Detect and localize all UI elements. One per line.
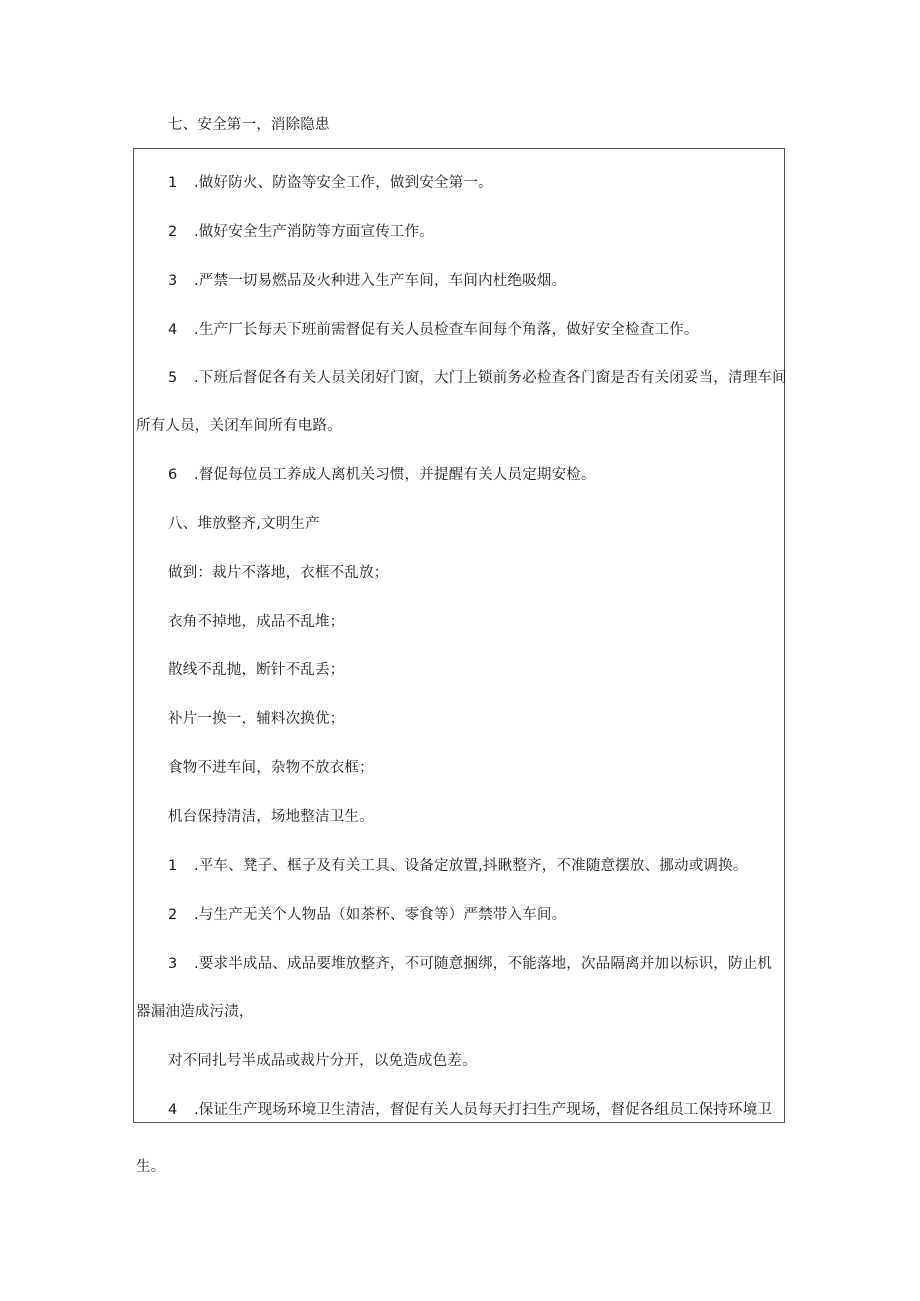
section-7-item-4 [168, 320, 699, 340]
section-8-item-3-continued: 器漏油造成污渍， [136, 1004, 254, 1020]
section-7-item-5 [168, 368, 787, 388]
item-number: 5 [168, 370, 178, 386]
item-number: 2 [168, 907, 178, 923]
section-7-item-2 [168, 222, 434, 242]
section-8-item-2 [168, 905, 566, 925]
section-8-item-4 [168, 1100, 772, 1120]
item-number: 1 [168, 175, 178, 191]
content-frame [133, 148, 785, 1123]
item-text: .要求半成品、成品要堆放整齐，不可随意捆绑，不能落地，次品隔离并加以标识，防止机 [194, 956, 773, 972]
item-text: .与生产无关个人物品（如茶杯、零食等）严禁带入车间。 [194, 907, 567, 923]
item-text: .生产厂长每天下班前需督促有关人员检查车间每个角落，做好安全检查工作。 [194, 322, 699, 338]
section-7-heading: 七、安全第一，消除隐患 [168, 117, 330, 133]
section-8-line-2: 衣角不掉地，成品不乱堆； [168, 614, 345, 630]
section-8-item-1 [168, 856, 748, 876]
item-text: .保证生产现场环境卫生清洁，督促有关人员每天打扫生产现场，督促各组员工保持环境卫 [194, 1102, 773, 1118]
item-number: 3 [168, 956, 178, 972]
section-7-item-3 [168, 271, 566, 291]
item-text: .做好防火、防盗等安全工作，做到安全第一。 [194, 175, 493, 191]
item-text: .严禁一切易燃品及火种进入生产车间，车间内杜绝吸烟。 [194, 273, 567, 289]
item-number: 3 [168, 273, 178, 289]
section-8-line-5: 食物不进车间，杂物不放衣框； [168, 760, 374, 776]
item-text: .下班后督促各有关人员关闭好门窗，大门上锁前务必检查各门窗是否有关闭妥当，清理车间 [194, 370, 787, 386]
item-number: 6 [168, 467, 178, 483]
section-7-item-6 [168, 465, 596, 485]
item-number: 4 [168, 1102, 178, 1118]
section-8-line-1: 做到：裁片不落地，衣框不乱放； [168, 565, 389, 581]
section-8-line-3: 散线不乱抛，断针不乱丢； [168, 662, 345, 678]
section-7-item-1 [168, 173, 493, 193]
item-number: 1 [168, 858, 178, 874]
section-7-item-5-continued: 所有人员，关闭车间所有电路。 [136, 418, 342, 434]
item-text: .做好安全生产消防等方面宣传工作。 [194, 224, 435, 240]
section-8-item-3-continued-2: 对不同扎号半成品或裁片分开，以免造成色差。 [168, 1053, 477, 1069]
section-8-item-3 [168, 954, 772, 974]
item-text: .平车、凳子、框子及有关工具、设备定放置,抖瞅整齐，不准随意摆放、挪动或调换。 [194, 858, 748, 874]
section-8-line-4: 补片一换一，辅料次换优； [168, 711, 345, 727]
section-8-line-6: 机台保持清洁，场地整洁卫生。 [168, 809, 374, 825]
item-number: 2 [168, 224, 178, 240]
section-8-heading: 八、堆放整齐,文明生产 [168, 516, 320, 532]
item-number: 4 [168, 322, 178, 338]
item-text: .督促每位员工养成人离机关习惯，并提醒有关人员定期安检。 [194, 467, 596, 483]
section-8-item-4-continued: 生。 [136, 1159, 166, 1175]
